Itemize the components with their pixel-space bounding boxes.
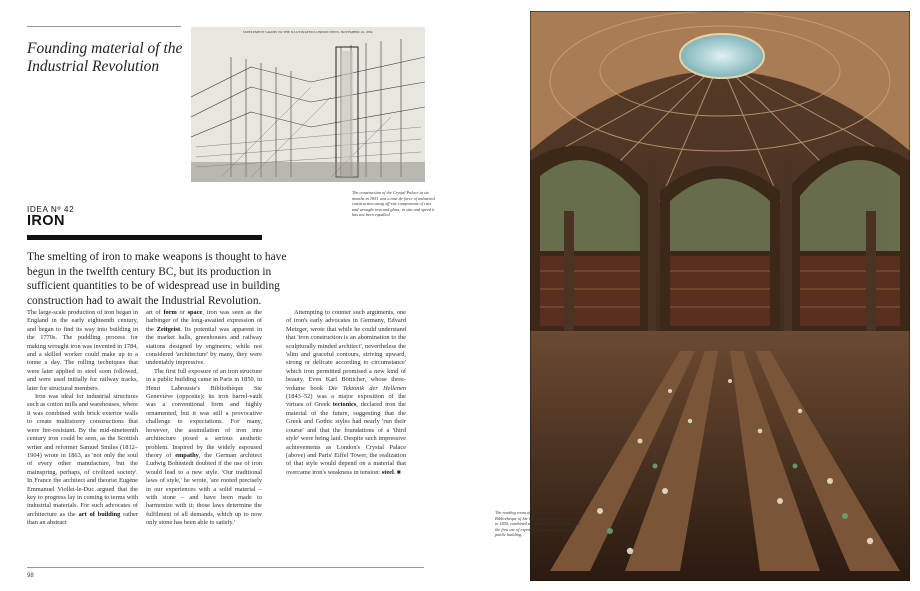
page-number: 98	[27, 573, 34, 579]
paragraph	[27, 393, 138, 528]
cross-reference: form	[163, 309, 177, 316]
top-divider	[27, 26, 181, 27]
text-run: , declared iron the material of the future, suggesting that the Greek and Gothic styles had nearly 'run their course' and that the foundations of a 'third style' were being laid. Despite such impressive achievements as London's Crystal Palace (above) and Paris' Eiffel Tower, the realization of that style would depend on a material that overcame iron's weakness in tension:	[286, 401, 406, 476]
cross-reference: Zeitgeist	[156, 325, 181, 333]
text-run: art of	[146, 309, 164, 316]
idea-title: IRON	[27, 213, 65, 229]
text-run: . Its potential was apparent in the market halls, greenhouses and railway stations designed by engineers; while not considered 'architecture' by many, they were undeniably impressive.	[146, 325, 262, 367]
engraving-caption: The construction of the Crystal Palace in six months in 1851 was a tour de force of industrial construction using off-site components of cast and wrought iron and glass; in size and speed it has not been equalled.	[352, 190, 435, 218]
paragraph	[146, 368, 262, 528]
title-bar	[27, 235, 262, 240]
text-run: Attempting to counter such arguments, one of iron's early advocates in Germany, Edvard Metzger, wrote that while he could understand that 'iron construction is an abomination to the sculpturally minded architect', nevertheless the 'slim and graceful contours, striving upward, strong or delicate according to circumstance' which iron permitted promised a new kind of beauty. Even Karl Bötticher, whose three-volume book	[286, 309, 406, 392]
reading-room-photo	[530, 11, 910, 581]
cross-reference: space	[187, 309, 203, 316]
intro-paragraph: The smelting of iron to make weapons is thought to have begun in the twelfth century BC, but its production in sufficient quantities to be of widespread use in building construction had to await the Industrial Revolution.	[27, 251, 287, 307]
text-run: or	[176, 309, 188, 316]
crystal-palace-engraving	[191, 27, 425, 182]
cross-reference: tectonics	[332, 401, 357, 409]
text-run: , the German architect Ludwig Bohnstedt doubted if the use of iron would lead to a new style. 'Our traditional laws of style,' he wrote, 'are rooted precisely in our experiences with a solid material – with stone – and have been made to harmonize with it; those laws determine the fulfilment of all demands, which up to now only stone has been able to satisfy.'	[146, 451, 262, 527]
photo-caption: The reading room of Henri Labrouste's Bibliothèque of Ste Geneviève in Paris, completed in 1850, combined traditional-looking vaults with the first use of exposed iron construction in a public building.	[495, 510, 582, 538]
bottom-divider	[27, 567, 424, 568]
cross-reference: empathy	[175, 451, 199, 459]
text-run: rather than an abstract	[27, 510, 138, 527]
paragraph	[286, 309, 406, 477]
text-run: . ■	[393, 468, 401, 476]
paragraph: The large-scale production of iron began in England in the early eighteenth century, and began to find its way into building in the 1770s. The puddling process for making wrought iron was invented in 1784, and a skilled worker could make up to a tonne a day. The rolling techniques that were later applied to steel soon followed, and were used initially for railway tracks, later for structural members.	[27, 309, 138, 392]
body-column-3	[286, 309, 406, 477]
cross-reference: steel	[381, 468, 394, 476]
text-run: The first full exposure of an iron structure in a public building came in Paris in 1850, in Henri Labrouste's Bibliothèque Ste Geneviève (opposite): its iron barrel-vault was a conventional form and highly ornamented, but it was still a provocative challenge to expectations. For many, however, the assimilation of iron into architecture posed a serious aesthetic problem. Inspired by the widely espoused theory of	[146, 367, 262, 459]
section-heading: Founding material of the Industrial Revolution	[27, 40, 183, 75]
cross-reference: art of building	[78, 510, 121, 518]
text-run: (1843–52) was a major exposition of the virtues of Greek	[286, 393, 406, 409]
idea-number: IDEA Nº 42	[27, 205, 75, 214]
engraving-banner: SUPPLEMENT GRATIS TO THE ILLUSTRATED LONDON NEWS, NOVEMBER 16, 1850.	[242, 30, 374, 34]
body-column-2	[146, 309, 262, 528]
book-title: Die Tektonik der Hellenen	[328, 384, 406, 392]
text-run: Iron was ideal for industrial structures such as cotton mills and warehouses, where it was combined with brick exterior walls to create multistorey constructions that were fire-resistant. By the mid-nineteenth century iron could be seen, as the Scottish writer and reformer Samuel Smiles (1812–1904) wrote in 1863, as 'not only the soul of every other manufacture, but the mainspring, perhaps, of civilized society'. In France the architect and theorist Eugène Emmanuel Viollet-le-Duc argued that the key to progress lay in coming to terms with industrial materials. For such advocates of architecture as the	[27, 393, 138, 518]
paragraph	[146, 309, 262, 368]
body-column-1	[27, 309, 138, 528]
text-run: , iron was seen as the harbinger of the long-awaited expression of the	[146, 309, 262, 333]
